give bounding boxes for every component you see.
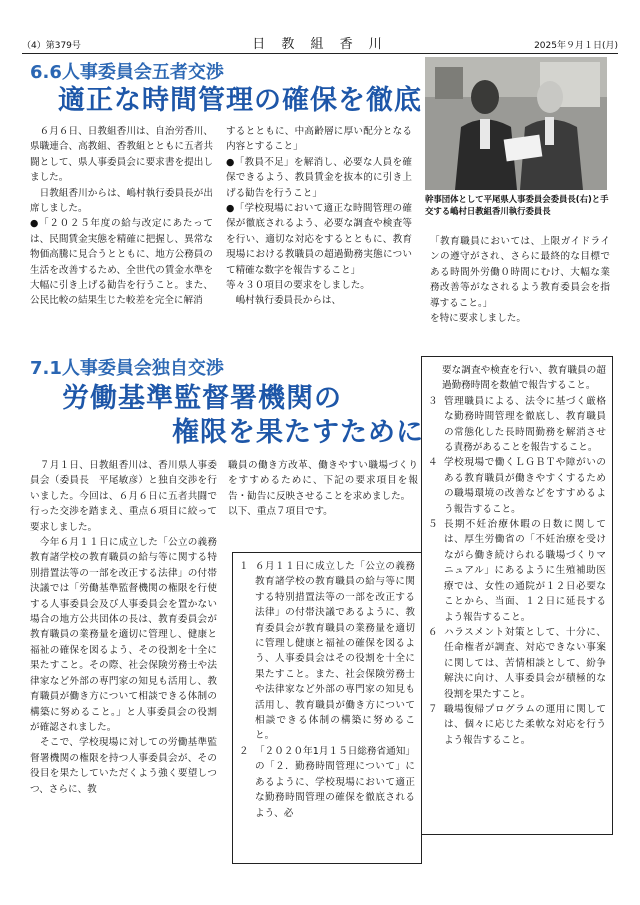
list-item: [428, 625, 606, 702]
demands-box-right: [421, 356, 613, 835]
issue-number: （4）第379号: [22, 41, 81, 51]
item-text: 職場復帰プログラムの運用に関しては、個々に応じた柔軟な対応を行うよう報告すること。: [444, 703, 606, 746]
list-item: [239, 559, 415, 744]
item-text: 「２０２０年1月１５日総務省通知」の「２．勤務時間管理について」にあるように、学校現場において適正な勤務時間管理の確保を徹底されるよう、必: [255, 745, 415, 819]
paragraph: ●「２０２５年度の給与改定にあたっては、民間賃金実態を精確に把握し、異常な物価高騰に見合うとともに、地方公務員の生活を改善するため、全世代の賃金水準を大幅に引き上げる勧告を行うこと。また、公民比較の結果生じた較差を完全に解消: [30, 218, 213, 307]
item-number: ４: [428, 457, 438, 469]
list-item: [239, 744, 415, 821]
paragraph: ●「学校現場において適正な時間管理の確保が徹底されるよう、必要な調査や検査等を行い、適切な対応をするとともに、教育現場における教職員の超過勤務実態について精確な数字を報告すること」: [226, 203, 412, 276]
list-item: [428, 455, 606, 517]
item-text: 長期不妊治療休暇の日数に関しては、厚生労働省の「不妊治療を受けながら働き続けられる職場づくりマニュアル」にあるように生殖補助医療では、女性の通院が１２日必要なことから、当面、１２日に延長するよう報告すること。: [444, 519, 606, 623]
item-text: ６月１１日に成立した「公立の義務教育諸学校の教育職員の給与等に関する特別措置法等の一部を改正する法律」の付帯決議であるように、教育委員会が教育職員の業務量を適切に管理し健康と福祉の確保を図るよう、人事委員会はその役割を十全に果たすこと。また、社会保険労務士や法律家など外部の専門家の知見も活用し、教育職員が働き方について相談できる体制の構築に努めること。: [255, 561, 415, 742]
list-item: [428, 517, 606, 625]
page-header: [22, 34, 618, 54]
item-text: 学校現場で働くＬＧＢＴや障がいのある教育職員が働きやすくするための職場環境の改善などをすすめるよう報告すること。: [444, 457, 606, 515]
section1-column-2: [226, 124, 412, 309]
item-number: ６: [428, 626, 438, 638]
paragraph: ●「教員不足」を解消し、必要な人員を確保できるよう、教員賃金を抜本的に引き上げる勧告を行うこと」: [226, 156, 412, 199]
item-text: 管理職員による、法令に基づく厳格な勤務時間管理を徹底し、教育職員の常態化した長時間勤務を解消させる責務があることを報告すること。: [444, 395, 606, 454]
section1-column-3: [430, 234, 610, 326]
paragraph: 日教組香川からは、嶋村執行委員長が出席しました。: [30, 187, 213, 215]
section2-headline-line2: 権限を果たすために: [172, 417, 424, 448]
section2-column-2: [228, 458, 418, 520]
paragraph: するとともに、中高齢層に厚い配分となる内容とすること」: [226, 126, 412, 153]
paragraph: 嶋村執行委員長からは、: [226, 295, 342, 307]
item-number: ５: [428, 519, 438, 531]
paragraph: 等々３０項目の要求をしました。: [226, 280, 370, 292]
paragraph: そこで、学校現場に対しての労働基準監督署機関の権限を持つ人事委員会が、その役目を果たしていただくよう強く要望しつつ、さらに、教: [30, 737, 217, 795]
item-number: １: [239, 561, 249, 572]
paragraph: ６月６日、日教組香川は、自治労香川、県職連合、高教組、香教組とともに五者共闘として、県人事委員会に要求書を提出しました。: [30, 126, 213, 184]
item-number: ２: [239, 745, 249, 757]
section2-column-1: [30, 458, 217, 797]
newspaper-title: 日 教 組 香 川: [252, 37, 388, 52]
item-text: ハラスメント対策として、十分に、任命権者が調査、対応できない事案に関しては、苦情相談として、紛争解決に向け、人事委員会が積極的な役割を果たすこと。: [444, 626, 606, 700]
section2-headline-line1: 労働基準監督署機関の: [62, 383, 342, 414]
paragraph: 今年６月１１日に成立した「公立の義務教育諸学校の教育職員の給与等に関する特別措置法等の一部を改正する法律」の付帯決議では「労働基準監督機関の権限を行使する人事委員会及び人事委員会を置かない場合の地方公共団体の長は、教育委員会が教育職員の業務量を適切に管理し、健康と福祉の確保を図るよう、その役割を十全に果たすこと。その際、社会保険労務士や法律家など外部の専門家の知見も活用し、教育職員が働き方について相談できる体制の構築に努めること。」と人事委員会の役割が確認されました。: [30, 537, 217, 733]
list-item: [428, 394, 606, 456]
item-number: ３: [428, 395, 438, 407]
section1-headline: 適正な時間管理の確保を徹底: [58, 85, 422, 116]
issue-date: 2025年９月１日(月): [534, 41, 618, 51]
meeting-photo: [425, 57, 607, 190]
section1-column-1: [30, 124, 213, 309]
demands-box-left: [232, 552, 422, 864]
section1-label: 6.6人事委員会五者交渉: [30, 62, 224, 83]
item-number: ７: [428, 703, 438, 715]
paragraph: 要な調査や検査を行い、教育職員の超過勤務時間を数値で報告すること。: [442, 365, 606, 392]
photo-caption: 幹事団体として平尾県人事委員会委員長(右)と手交する嶋村日教組香川執行委員長: [425, 194, 609, 216]
paragraph: ７月１日、日教組香川は、香川県人事委員会（委員長 平尾敏彦）と独自交渉を行いました。今回は、６月６日に五者共闘で行った交渉を踏まえ、重点６項目に絞って要求しました。: [30, 460, 217, 533]
paragraph: 「教育職員においては、上限ガイドラインの遵守がされ、さらに最終的な目標である時間外労働０時間にむけ、大幅な業務改善等がなされるよう教育委員会を指導すること。」: [430, 236, 610, 309]
paragraph: 以下、重点７項目です。: [228, 506, 333, 518]
paragraph: を特に要求しました。: [430, 313, 526, 325]
list-item: [428, 702, 606, 748]
meeting-photo-image: [425, 57, 607, 190]
paragraph: 職員の働き方改革、働きやすい職場づくりをすすめるために、下記の要求項目を報告・勧告に反映させることを求めました。: [228, 460, 418, 502]
section2-label: 7.1人事委員会独自交渉: [30, 358, 224, 379]
